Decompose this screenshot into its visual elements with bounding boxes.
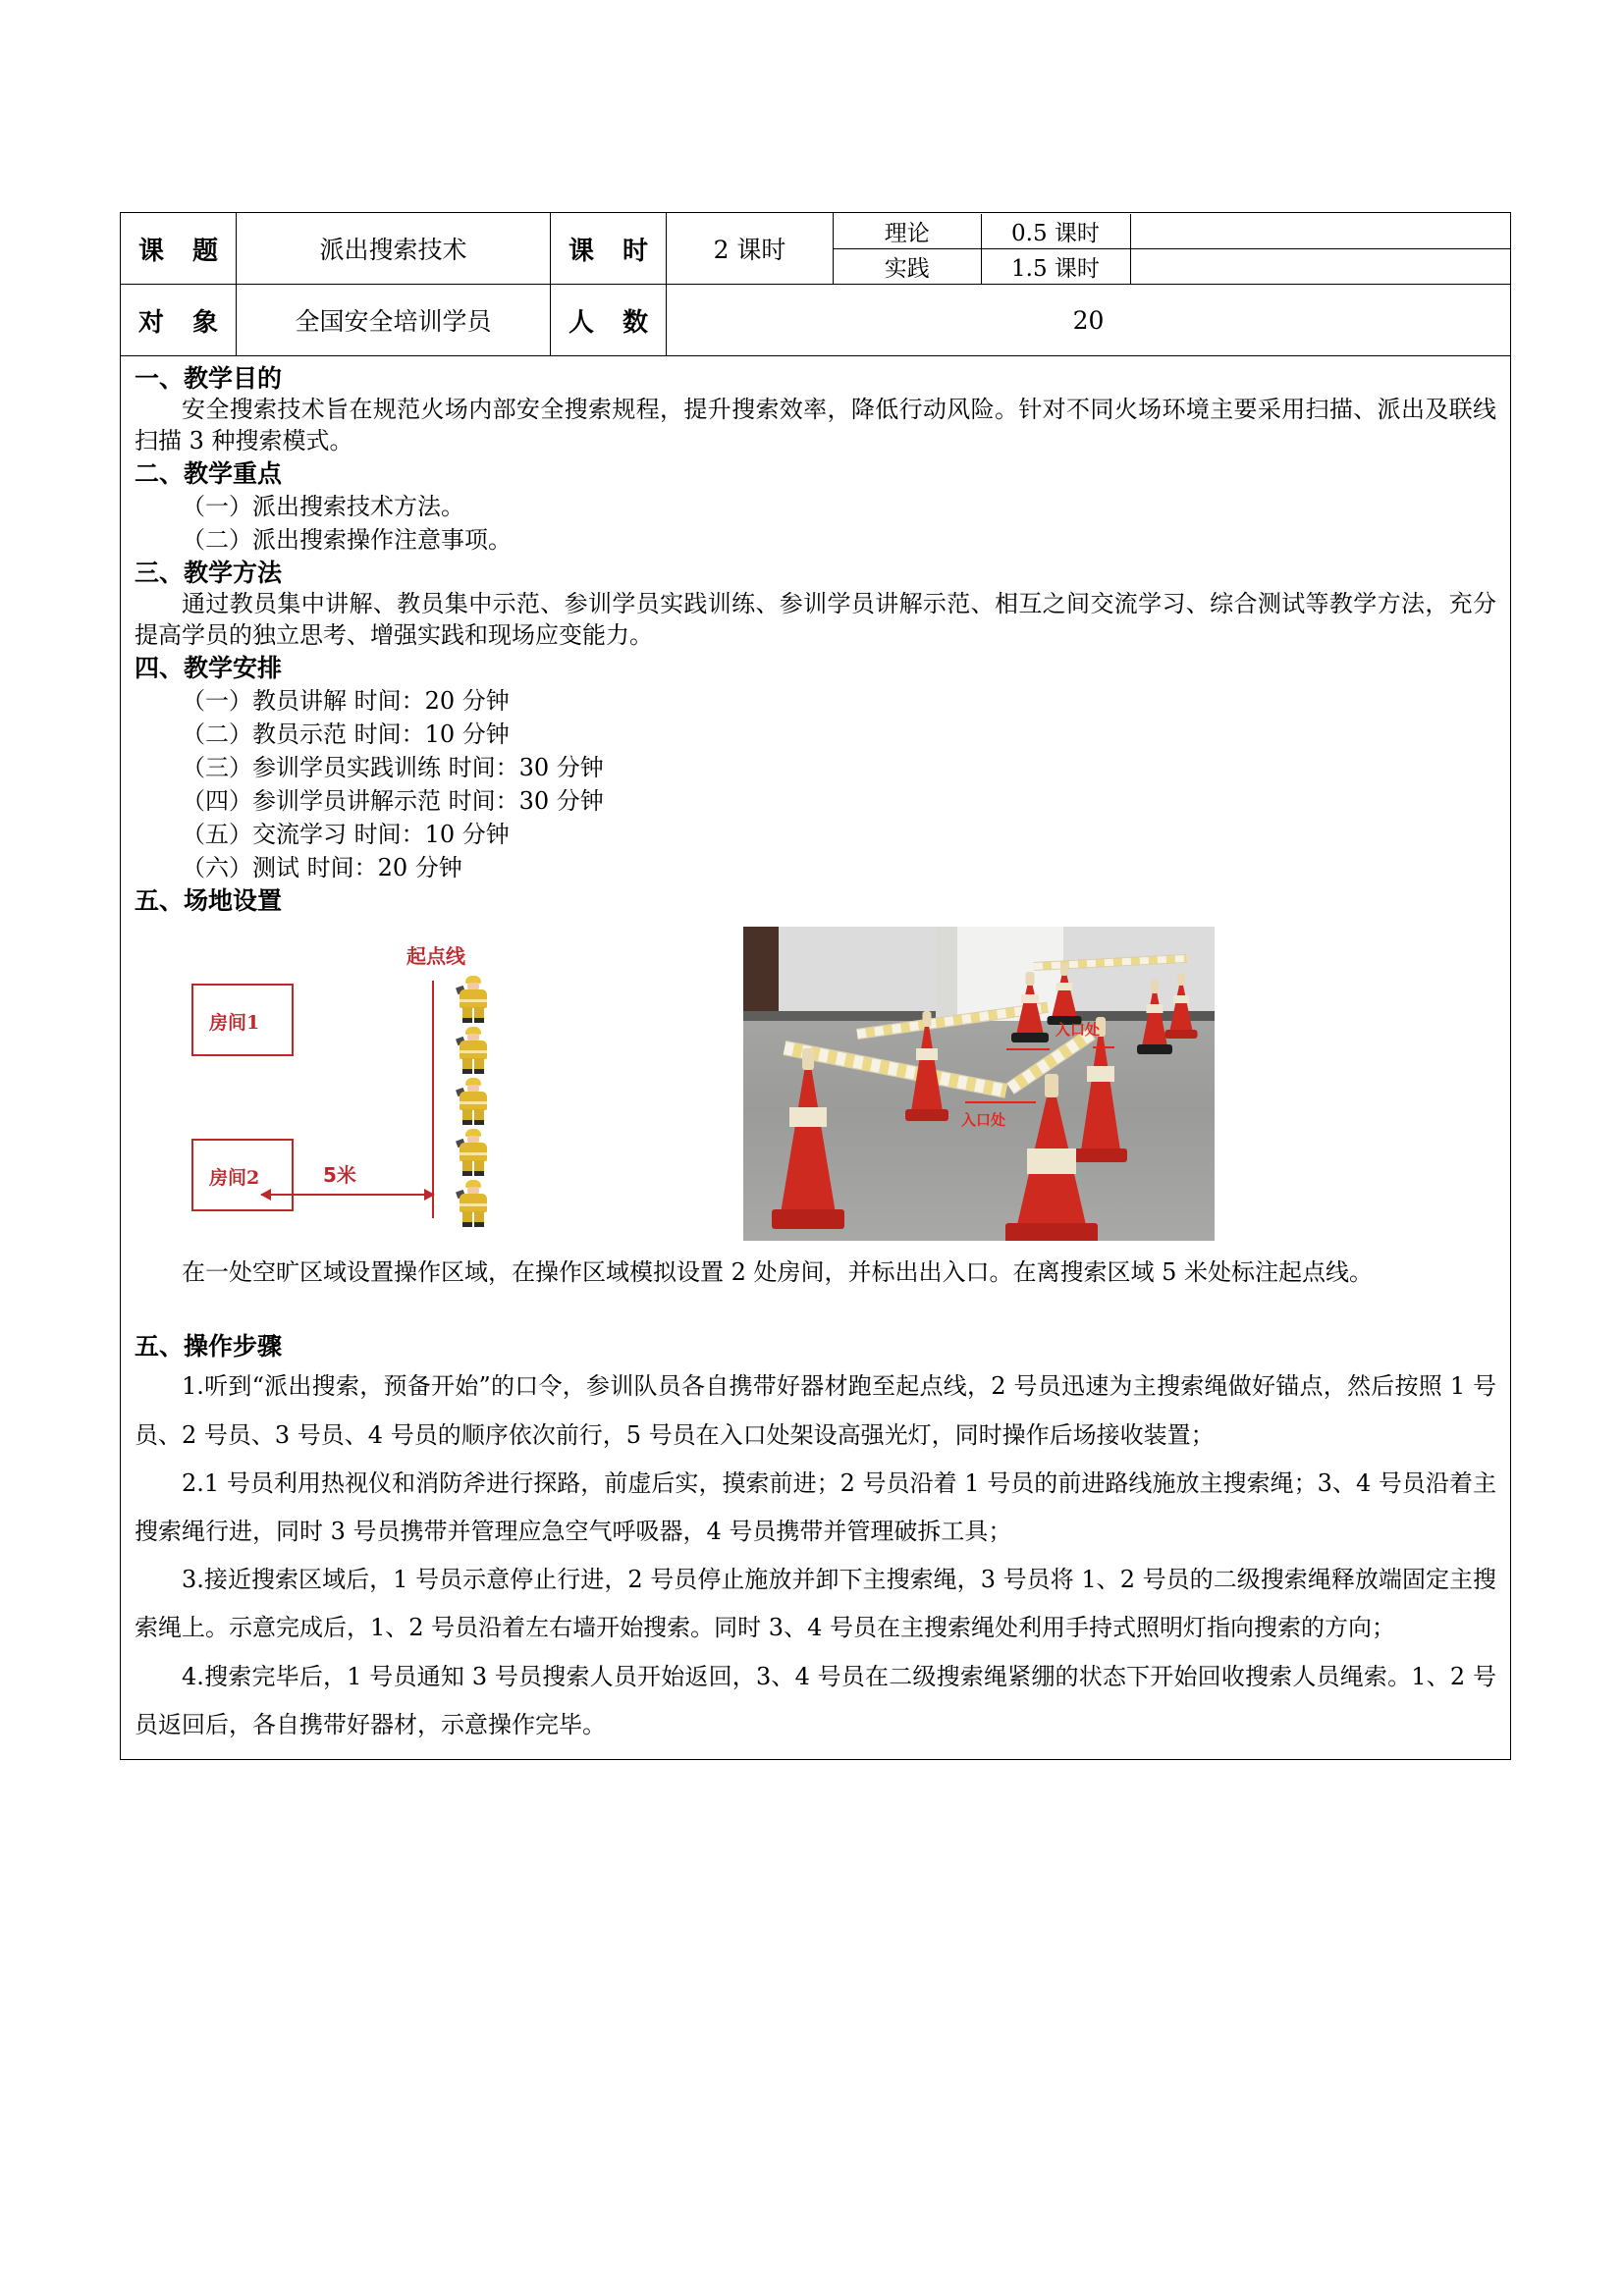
room2-label: 房间2 [209,1167,260,1190]
heading-purpose: 一、教学目的 [135,364,283,393]
practice-label: 实践 [834,248,981,284]
section-spacer [135,1297,1496,1330]
site-setup-figure [135,925,1496,1249]
firefighter-icon [457,976,490,1023]
schedule-item-6: （六）测试 时间：20 分钟 [182,854,462,882]
schedule-item-3: （三）参训学员实践训练 时间：30 分钟 [182,753,604,781]
firefighter-column [447,976,492,1226]
photo-entrance-underline-front [965,1101,1036,1103]
distance-label: 5米 [323,1163,356,1188]
traffic-cone [1010,966,1050,1042]
theory-value: 0.5 课时 [981,214,1130,249]
firefighter-icon [457,1027,490,1074]
photo-entrance-underline-back-right [1093,1046,1114,1048]
heading-steps: 五、操作步骤 [135,1332,283,1362]
paragraph-methods: 通过教员集中讲解、教员集中示范、参训学员实践训练、参训学员讲解示范、相互之间交流学习、综合测试等教学方法，充分提高学员的独立思考、增强实践和现场应变能力。 [135,589,1497,649]
headcount-value: 20 [1072,305,1105,335]
room1-label: 房间1 [209,1012,260,1035]
traffic-cone [771,1037,845,1229]
step-item-4: 4.搜索完毕后，1 号员通知 3 号员搜索人员开始返回，3、4 号员在二级搜索绳紧绷的状态下开始回收搜索人员绳索。1、2 号员返回后，各自携带好器材，示意操作完毕。 [135,1662,1497,1738]
caption-site-setup: 在一处空旷区域设置操作区域，在操作区域模拟设置 2 处房间，并标出出入口。在离搜索区域 5 米处标注起点线。 [182,1258,1374,1287]
headcount-value-cell [667,285,1511,356]
step-item-2: 2.1 号员利用热视仪和消防斧进行探路，前虚后实，摸索前进；2 号员沿着 1 号员的前进路线施放主搜索绳；3、4 号员沿着主搜索绳行进，同时 3 号员携带并管理应急空气呼吸器，4 号员携带并管理破拆工具； [135,1468,1497,1545]
lesson-plan-table [120,212,1511,1760]
table-row-topic [121,213,1511,285]
traffic-cone [1164,968,1199,1039]
step-item-3: 3.接近搜索区域后，1 号员示意停止行进，2 号员停止施放并卸下主搜索绳，3 号员将 1、2 号员的二级搜索绳释放端固定主搜索绳上。示意完成后，1、2 号员沿着左右墙开始搜索。同时 3、4 号员在主搜索绳处利用手持式照明灯指向搜索的方向； [135,1566,1497,1642]
theory-spacer [1130,214,1511,249]
photo-left-dark-wall [743,927,779,1021]
heading-schedule: 四、教学安排 [135,653,283,682]
topic-label: 课 题 [121,213,237,285]
distance-arrow-line [261,1194,434,1196]
practice-spacer [1130,248,1511,284]
firefighter-icon [457,1180,490,1227]
audience-value: 全国安全培训学员 [237,285,551,356]
photo-entrance-underline-back-left [1006,1048,1050,1050]
schedule-item-2: （二）教员示范 时间：10 分钟 [182,720,510,748]
heading-key-points: 二、教学重点 [135,458,283,488]
training-site-photo [743,927,1215,1241]
start-line-label: 起点线 [406,944,465,969]
hours-breakdown-cell [834,213,1511,285]
site-schematic-diagram [168,925,678,1249]
photo-entrance-annotation-back: 入口处 [1056,1021,1101,1040]
photo-entrance-annotation-front: 入口处 [961,1111,1006,1130]
arrow-head-left-icon [260,1189,271,1201]
hours-value: 2 课时 [667,213,834,285]
topic-value: 派出搜索技术 [237,213,551,285]
heading-site-setup: 五、场地设置 [135,886,283,916]
table-row-theory [834,214,1511,249]
hours-label: 课 时 [551,213,667,285]
traffic-cone [904,1003,949,1121]
practice-value: 1.5 课时 [981,248,1130,284]
distance-arrow [261,1188,434,1201]
headcount-label: 人 数 [551,285,667,356]
paragraph-purpose: 安全搜索技术旨在规范火场内部安全搜索规程，提升搜索效率，降低行动风险。针对不同火场环境主要采用扫描、派出及联线扫描 3 种搜索模式。 [135,396,1497,454]
audience-label: 对 象 [121,285,237,356]
firefighter-icon [457,1129,490,1176]
hours-breakdown-table [834,214,1511,284]
step-item-1: 1.听到“派出搜索，预备开始”的口令，参训队员各自携带好器材跑至起点线，2 号员迅速为主搜索绳做好锚点，然后按照 1 号员、2 号员、3 号员、4 号员的顺序依次前行，5 号员在入口处架设高强光灯，同时操作后场接收装置； [135,1372,1497,1449]
key-point-item-1: （一）派出搜索技术方法。 [182,492,464,520]
table-row-audience [121,285,1511,356]
schedule-item-4: （四）参训学员讲解示范 时间：30 分钟 [182,787,604,816]
heading-methods: 三、教学方法 [135,558,283,587]
schedule-item-5: （五）交流学习 时间：10 分钟 [182,821,510,849]
arrow-head-right-icon [424,1189,435,1201]
traffic-cone [1004,1070,1099,1241]
table-row-body [121,356,1511,1760]
key-point-item-2: （二）派出搜索操作注意事项。 [182,525,512,554]
start-line [432,981,434,1218]
schedule-item-1: （一）教员讲解 时间：20 分钟 [182,686,510,715]
lesson-body-cell [121,356,1511,1760]
firefighter-icon [457,1078,490,1125]
table-row-practice [834,248,1511,284]
theory-label: 理论 [834,214,981,249]
